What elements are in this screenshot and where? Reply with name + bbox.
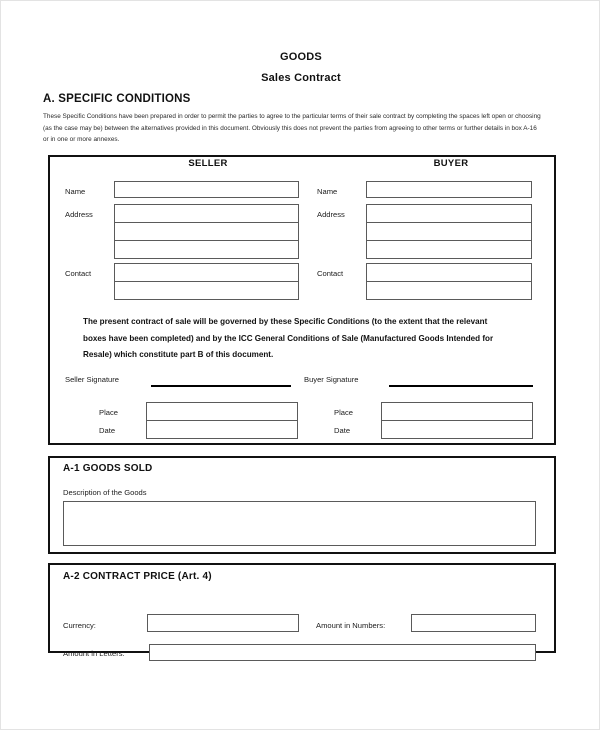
amount-in-numbers-input[interactable]: [411, 614, 536, 632]
buyer-address-label: Address: [317, 210, 345, 219]
seller-date-input[interactable]: [147, 421, 297, 439]
section-a-intro-paragraph: These Specific Conditions have been prepared in order to permit the parties to agree to the particular terms of their sale contract by completing the spaces left open or choosing (as the case may be) between the alternatives provided in this document. Obviously this does not prevent the parties from agreeing to other terms or further details in box A-16 or in one or more annexes.: [43, 113, 541, 144]
buyer-address-line-2[interactable]: [367, 223, 531, 241]
buyer-date-label: Date: [334, 426, 351, 435]
seller-address-line-3[interactable]: [115, 241, 298, 259]
seller-contact-input[interactable]: [114, 263, 299, 300]
buyer-address-line-3[interactable]: [367, 241, 531, 259]
seller-contact-line-2[interactable]: [115, 282, 298, 300]
amount-in-letters-input[interactable]: [149, 644, 536, 661]
seller-contact-label: Contact: [65, 269, 92, 278]
amount-in-letters-label: Amount in Letters:: [63, 649, 125, 658]
seller-address-label: Address: [65, 210, 93, 219]
buyer-place-date-input[interactable]: [381, 402, 533, 439]
section-a-heading: A. SPECIFIC CONDITIONS: [43, 93, 191, 105]
buyer-column-header: BUYER: [433, 158, 469, 169]
document-title-goods: GOODS: [280, 51, 322, 63]
contract-price-heading: A-2 CONTRACT PRICE (Art. 4): [63, 571, 212, 582]
seller-signature-line[interactable]: [151, 385, 291, 387]
seller-signature-label: Seller Signature: [65, 375, 120, 384]
seller-address-input[interactable]: [114, 204, 299, 259]
buyer-date-input[interactable]: [382, 421, 532, 439]
buyer-contact-label: Contact: [317, 269, 344, 278]
goods-description-label: Description of the Goods: [63, 488, 147, 497]
seller-address-line-2[interactable]: [115, 223, 298, 241]
document-title-sales-contract: Sales Contract: [261, 72, 341, 84]
seller-address-line-1[interactable]: [115, 205, 298, 223]
buyer-signature-label: Buyer Signature: [304, 375, 359, 384]
amount-in-numbers-label: Amount in Numbers:: [316, 621, 386, 630]
seller-place-label: Place: [99, 408, 118, 417]
buyer-contact-input[interactable]: [366, 263, 532, 300]
seller-name-input[interactable]: [114, 181, 299, 198]
buyer-address-line-1[interactable]: [367, 205, 531, 223]
seller-contact-line-1[interactable]: [115, 264, 298, 282]
seller-place-date-input[interactable]: [146, 402, 298, 439]
buyer-name-label: Name: [317, 187, 338, 196]
currency-label: Currency:: [63, 621, 96, 630]
buyer-signature-line[interactable]: [389, 385, 533, 387]
buyer-place-input[interactable]: [382, 403, 532, 421]
buyer-place-label: Place: [334, 408, 353, 417]
seller-column-header: SELLER: [188, 158, 228, 169]
buyer-name-input[interactable]: [366, 181, 532, 198]
goods-description-textarea[interactable]: [63, 501, 536, 546]
seller-place-input[interactable]: [147, 403, 297, 421]
seller-name-label: Name: [65, 187, 86, 196]
goods-sold-heading: A-1 GOODS SOLD: [63, 463, 153, 474]
buyer-address-input[interactable]: [366, 204, 532, 259]
buyer-contact-line-2[interactable]: [367, 282, 531, 300]
buyer-contact-line-1[interactable]: [367, 264, 531, 282]
currency-input[interactable]: [147, 614, 299, 632]
seller-date-label: Date: [99, 426, 116, 435]
governing-conditions-paragraph: The present contract of sale will be governed by these Specific Conditions (to the extent that the relevant boxes have been completed) and by the ICC General Conditions of Sale (Manufactured Goods Intended for Resale) which constitute part B of this document.: [83, 317, 494, 359]
